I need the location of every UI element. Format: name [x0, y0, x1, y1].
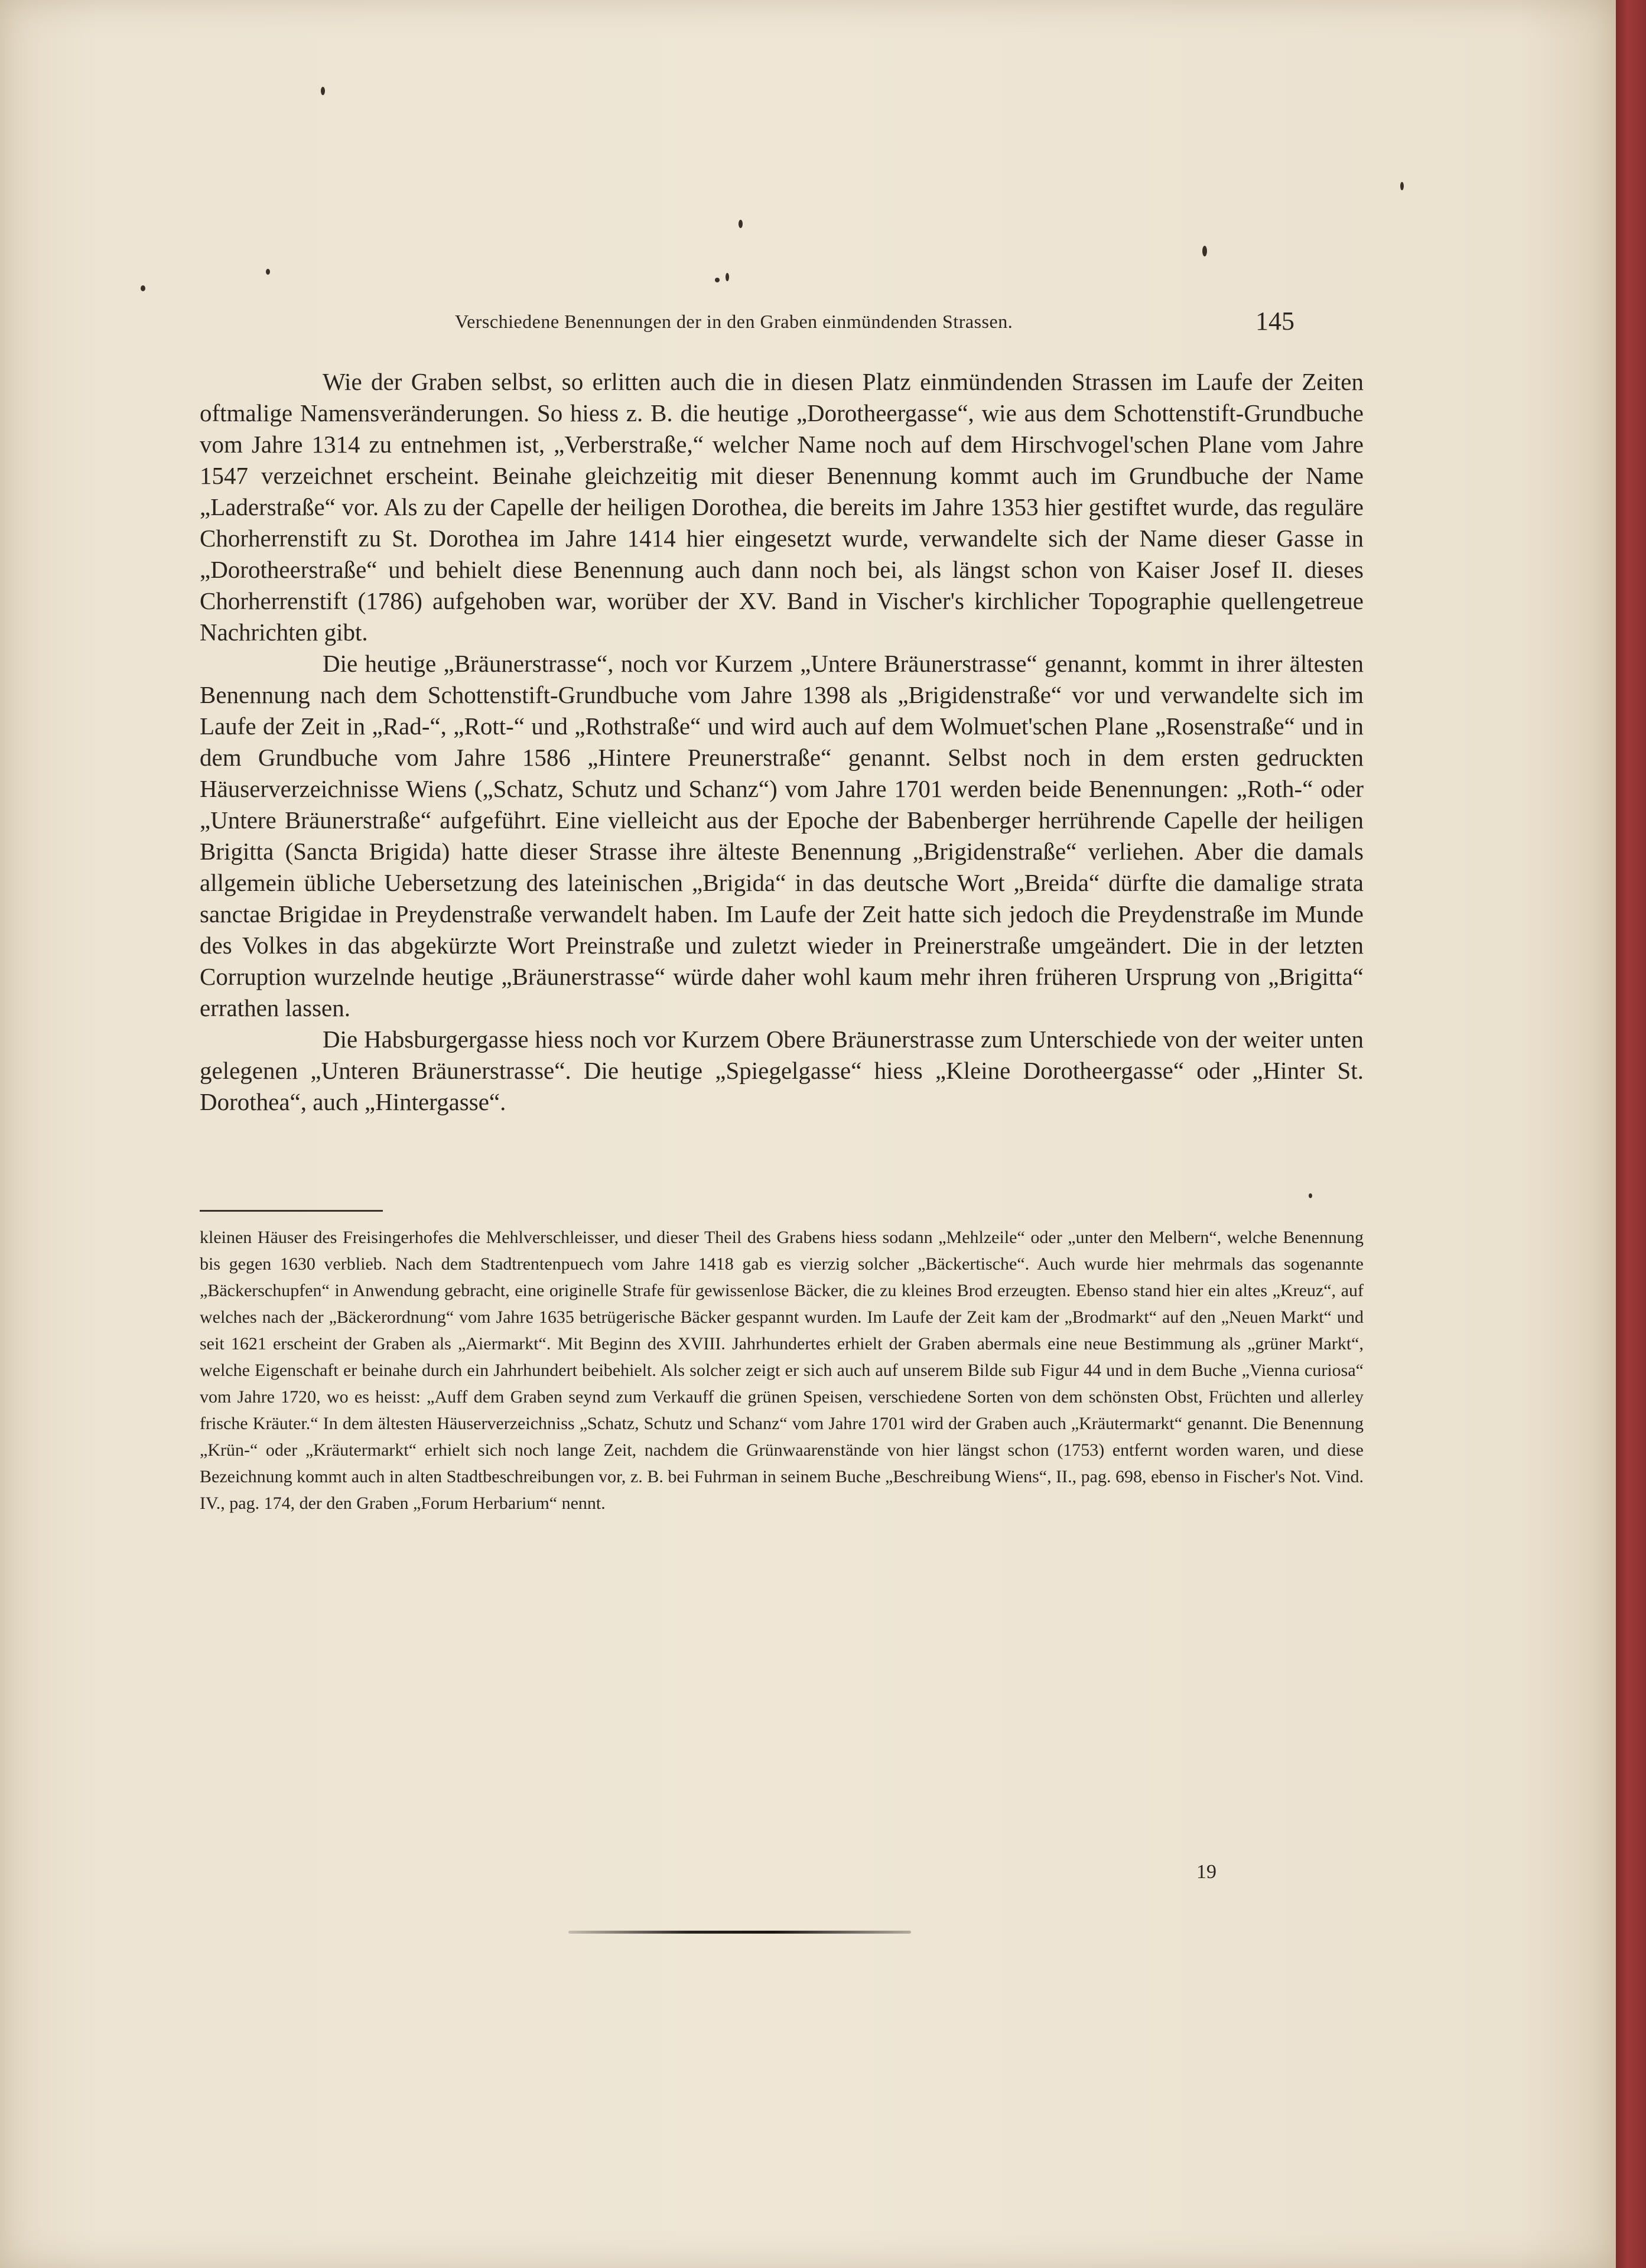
- ink-speck: [1309, 1193, 1312, 1198]
- running-title: Verschiedene Benennungen der in den Graben einmündenden Strassen.: [455, 311, 1013, 332]
- main-text: [200, 366, 1364, 1118]
- paragraph: Die Habsburgergasse hiess noch vor Kurzem Obere Bräunerstrasse zum Unterschiede von der weiter unten gelegenen „Unteren Bräunerstrasse“. Die heutige „Spiegelgasse“ hiess „Kleine Dorotheergasse“ oder „Hinter St. Dorothea“, auch „Hintergasse“.: [200, 1026, 1364, 1115]
- signature-mark: 19: [1196, 1861, 1216, 1883]
- end-ornament-rule: [568, 1931, 911, 1934]
- paragraph: Die heutige „Bräunerstrasse“, noch vor Kurzem „Untere Bräunerstrasse“ genannt, kommt in ihrer ältesten Benennung nach dem Schottenstift-Grundbuche vom Jahre 1398 als „Brigidenstraße“ vor und verwandelte sich im Laufe der Zeit in „Rad-“, „Rott-“ und „Rothstraße“ und wird auch auf dem Wolmuet'schen Plane „Rosenstraße“ und in dem Grundbuche vom Jahre 1586 „Hintere Preunerstraße“ genannt. Selbst noch in dem ersten gedruckten Häuserverzeichnisse Wiens („Schatz, Schutz und Schanz“) vom Jahre 1701 werden beide Benennungen: „Roth-“ oder „Untere Bräunerstraße“ aufgeführt. Eine vielleicht aus der Epoche der Babenberger herrührende Capelle der heiligen Brigitta (Sancta Brigida) hatte dieser Strasse ihre älteste Benennung „Brigidenstraße“ verliehen. Aber die damals allgemein übliche Uebersetzung des lateinischen „Brigida“ in das deutsche Wort „Breida“ dürfte die damalige strata sanctae Brigidae in Preydenstraße verwandelt haben. Im Laufe der Zeit hatte sich jedoch die Preydenstraße im Munde des Volkes in das abgekürzte Wort Preinstraße und zuletzt wieder in Preinerstraße umgeändert. Die in der letzten Corruption wurzelnde heutige „Bräunerstrasse“ würde daher wohl kaum mehr ihren früheren Ursprung von „Brigitta“ errathen lassen.: [200, 650, 1364, 1021]
- book-binding-edge: [1616, 0, 1646, 2268]
- footnote-text: kleinen Häuser des Freisingerhofes die Mehlverschleisser, und dieser Theil des Grabens hiess sodann „Mehlzeile“ oder „unter den Melbern“, welche Benennung bis gegen 1630 verblieb. Nach dem Stadtrentenpuech vom Jahre 1418 gab es vierzig solcher „Bäckertische“. Auch wurde hier mehrmals das sogenannte „Bäckerschupfen“ in Anwendung gebracht, eine originelle Strafe für gewissenlose Bäcker, die zu kleines Brod erzeugten. Ebenso stand hier ein altes „Kreuz“, auf welches nach der „Bäckerordnung“ vom Jahre 1635 betrügerische Bäcker gespannt wurden. Im Laufe der Zeit kam der „Brodmarkt“ auf den „Neuen Markt“ und seit 1621 erscheint der Graben als „Aiermarkt“. Mit Beginn des XVIII. Jahrhundertes erhielt der Graben abermals eine neue Bestimmung als „grüner Markt“, welche Eigenschaft er beinahe durch ein Jahrhundert beibehielt. Als solcher zeigt er sich auch auf unserem Bilde sub Figur 44 und in dem Buche „Vienna curiosa“ vom Jahre 1720, wo es heisst: „Auff dem Graben seynd zum Verkauff die grünen Speisen, verschiedene Sorten von dem schönsten Obst, Früchten und allerley frische Kräuter.“ In dem ältesten Häuserverzeichniss „Schatz, Schutz und Schanz“ vom Jahre 1701 wird der Graben auch „Kräutermarkt“ genannt. Die Benennung „Krün-“ oder „Kräutermarkt“ erhielt sich noch lange Zeit, nachdem die Grünwaarenstände von hier längst schon (1753) entfernt worden waren, und diese Bezeichnung kommt auch in alten Stadtbeschreibungen vor, z. B. bei Fuhrman in seinem Buche „Beschreibung Wiens“, II., pag. 698, ebenso in Fischer's Not. Vind. IV., pag. 174, der den Graben „Forum Herbarium“ nennt.: [200, 1228, 1364, 1513]
- ink-speck: [141, 285, 145, 291]
- ink-speck: [739, 220, 743, 228]
- ink-speck: [715, 278, 720, 282]
- ink-speck: [726, 273, 729, 281]
- ink-speck: [266, 269, 270, 275]
- footnote: [200, 1224, 1364, 1517]
- ink-speck: [321, 87, 325, 95]
- paragraph: Wie der Graben selbst, so erlitten auch die in diesen Platz einmündenden Strassen im Laufe der Zeiten oftmalige Namensveränderungen. So hiess z. B. die heutige „Dorotheergasse“, wie aus dem Schottenstift-Grundbuche vom Jahre 1314 zu entnehmen ist, „Verberstraße,“ welcher Name noch auf dem Hirschvogel'schen Plane vom Jahre 1547 verzeichnet erscheint. Beinahe gleichzeitig mit dieser Benennung kommt auch im Grundbuche der Name „Laderstraße“ vor. Als zu der Capelle der heiligen Dorothea, die bereits im Jahre 1353 hier gestiftet wurde, das reguläre Chorherrenstift zu St. Dorothea im Jahre 1414 hier eingesetzt wurde, verwandelte sich der Name dieser Gasse in „Dorotheerstraße“ und behielt diese Benennung auch dann noch bei, als längst schon von Kaiser Josef II. dieses Chorherrenstift (1786) aufgehoben war, worüber der XV. Band in Vischer's kirchlicher Topographie quellengetreue Nachrichten gibt.: [200, 368, 1364, 646]
- ink-speck: [1202, 246, 1207, 256]
- footnote-separator: [200, 1210, 383, 1212]
- page-number: 145: [1255, 307, 1294, 336]
- ink-speck: [1400, 182, 1404, 190]
